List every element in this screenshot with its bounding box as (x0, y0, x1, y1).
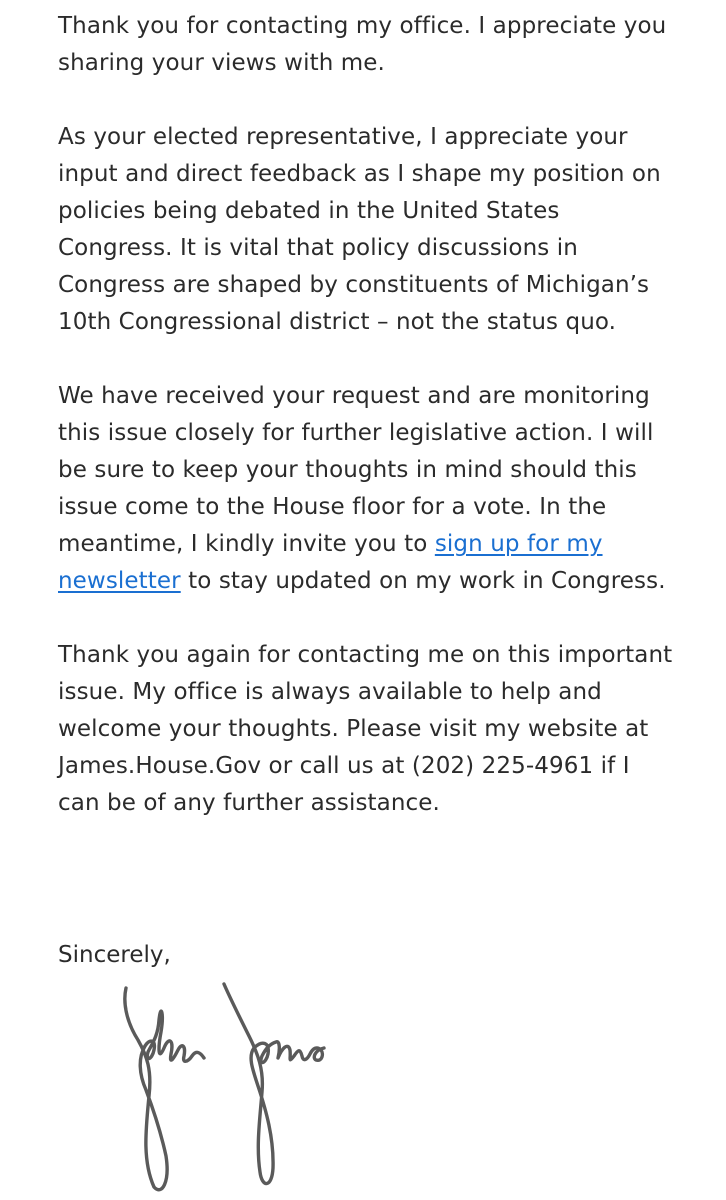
signature-stroke-john-ohn (145, 1011, 204, 1061)
paragraph-request (58, 378, 678, 600)
letter-body (58, 8, 678, 859)
signature-image (112, 978, 342, 1198)
paragraph-representative: As your elected representative, I appreciate your input and direct feedback as I shape my position on policies being debated in the United States Congress. It is vital that policy discussions in Congress are shaped by constituents of Michigan’s 10th Congressional district – not the status quo. (58, 124, 661, 335)
newsletter-signup-link[interactable]: sign up for my newsletter (58, 531, 603, 594)
request-text-end: to stay updated on my work in Congress. (180, 568, 666, 594)
signature-stroke-james-ames (254, 1042, 324, 1063)
paragraph-thanks: Thank you for contacting my office. I appreciate you sharing your views with me. (58, 13, 667, 76)
signature-stroke-james-j (224, 984, 273, 1184)
paragraph-contact: Thank you again for contacting me on this important issue. My office is always available to help and welcome your thoughts. Please visit my website at James.House.Gov or call us at (202) 225-4961 if I can be of any further assistance. (58, 642, 673, 816)
closing-salutation: Sincerely, (58, 942, 171, 968)
request-text: We have received your request and are monitoring this issue closely for further legislative action. I will be sure to keep your thoughts in mind should this issue come to the House floor for a vote. In the meantime, I kindly invite you to (58, 383, 654, 557)
